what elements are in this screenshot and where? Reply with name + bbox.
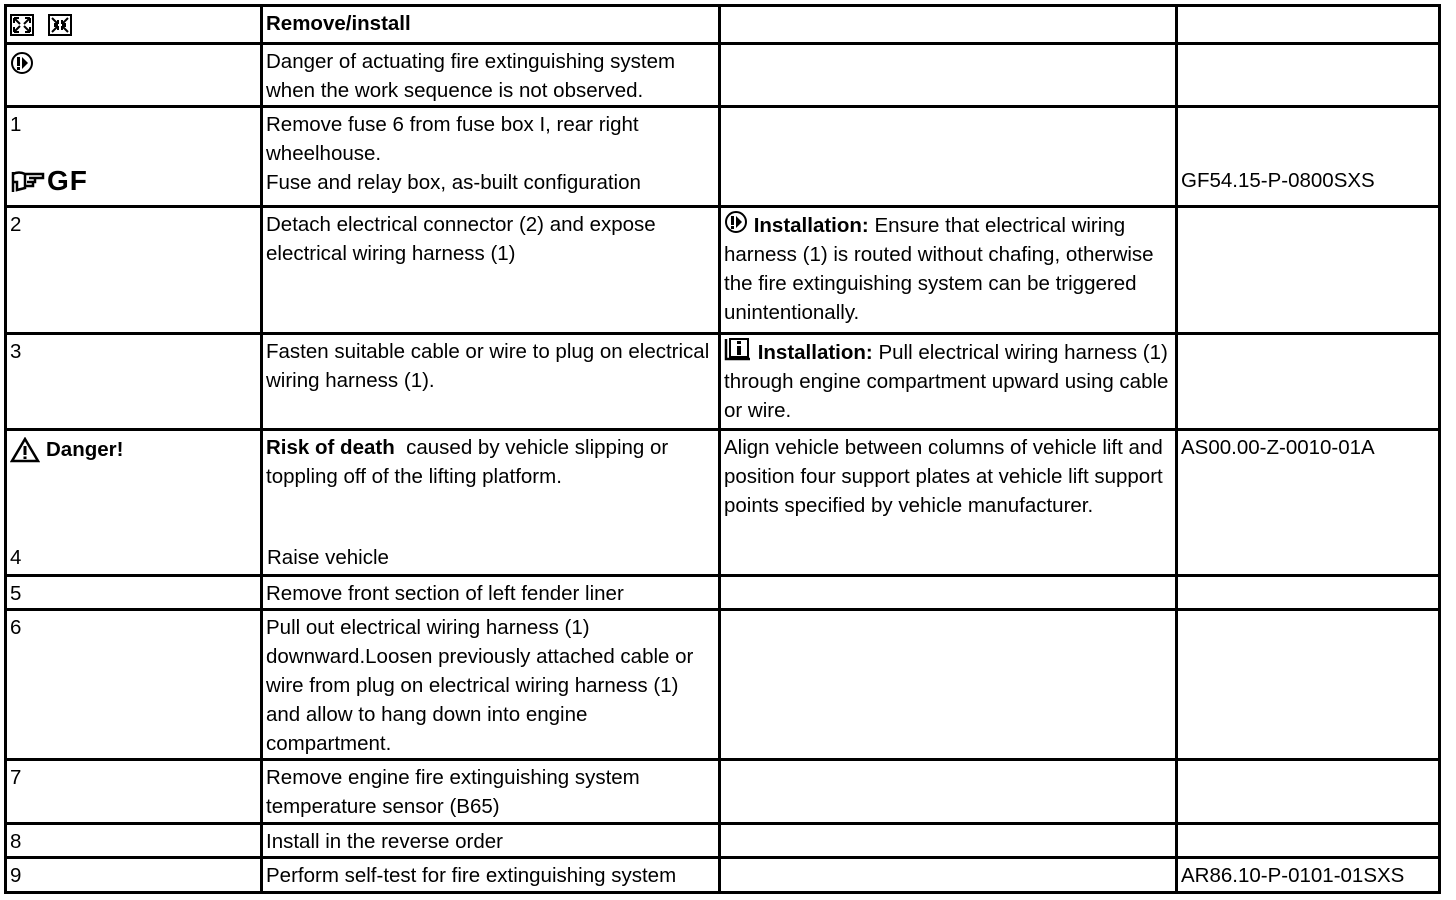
table-row [6,760,1440,824]
step-ref-cell [1177,430,1440,576]
table-row [6,610,1440,760]
caution-text: Danger of actuating fire extinguishing system when the work sequence is not observed. [262,44,720,107]
table-row [6,107,1440,207]
expand-icon[interactable] [10,14,34,36]
step-text: Remove front section of left fender liner [262,576,720,610]
step-number: 2 [6,207,262,334]
step-text: Remove engine fire extinguishing system temperature sensor (B65) [262,760,720,824]
step-note-cell [720,858,1177,893]
danger-row [6,430,1440,576]
step-ref-cell [1177,760,1440,824]
reference-code[interactable]: AR86.10-P-0101-01SXS [1181,864,1405,887]
danger-cell [6,430,262,576]
step-number: 1 [10,113,22,136]
step-number-cell [6,107,262,207]
step-ref-cell [1177,576,1440,610]
header-row [6,6,1440,44]
reference-code[interactable]: GF54.15-P-0800SXS [1181,169,1375,192]
reference-code[interactable]: AS00.00-Z-0010-01A [1181,436,1375,459]
step-ref-cell [1177,610,1440,760]
note-text: Ensure that electrical wiring harness (1) is routed without chafing, otherwise the fire extinguishing system can be triggered unintentionally. [724,214,1154,324]
step-note-cell [720,824,1177,858]
step-note-cell [720,610,1177,760]
step-note-cell [720,576,1177,610]
step-number: 8 [6,824,262,858]
header-empty-3 [720,6,1177,44]
step-number: 7 [6,760,262,824]
step-ref-cell [1177,334,1440,430]
header-icons-cell [6,6,262,44]
step-text: Fasten suitable cable or wire to plug on electrical wiring harness (1). [262,334,720,430]
table-row [6,334,1440,430]
step-ref-cell [1177,824,1440,858]
step-ref-cell [1177,858,1440,893]
step-ref-cell [1177,207,1440,334]
table-row [6,858,1440,893]
table-row [6,824,1440,858]
step-number: 4 [10,546,22,569]
reference-marker[interactable] [11,166,88,195]
caution-icon [10,51,34,75]
danger-text-cell [262,430,720,576]
step-text: Remove fuse 6 from fuse box I, rear right wheelhouse. [266,113,639,165]
step-number: 5 [6,576,262,610]
reference-label: GF [47,165,88,196]
caution-icon-cell [6,44,262,107]
header-empty-4 [1177,6,1440,44]
step-note: Align vehicle between columns of vehicle lift and position four support plates at vehicle lift support points specified by vehicle manufacturer. [720,430,1177,576]
header-title: Remove/install [262,6,720,44]
warning-triangle-icon [10,437,40,463]
caution-icon [724,210,748,234]
step-note-cell [720,107,1177,207]
step-note-cell [720,207,1177,334]
caution-empty-4 [1177,44,1440,107]
step-note-cell [720,334,1177,430]
note-label: Installation: [757,341,873,364]
danger-text: caused by vehicle slipping or toppling off of the lifting platform. [266,436,669,488]
caution-empty-3 [720,44,1177,107]
step-text: Pull out electrical wiring harness (1) downward.Loosen previously attached cable or wire from plug on electrical wiring harness (1) and allow to hang down into engine compartment. [262,610,720,760]
info-icon [724,337,752,361]
step-text: Install in the reverse order [262,824,720,858]
step-text: Perform self-test for fire extinguishing system [262,858,720,893]
step-number: 6 [6,610,262,760]
reference-text[interactable]: Fuse and relay box, as-built configuration [266,171,641,194]
collapse-icon[interactable] [48,14,72,36]
note-text: Pull electrical wiring harness (1) through engine compartment upward using cable or wire. [724,341,1169,422]
procedure-table [4,4,1441,894]
step-text: Raise vehicle [267,546,389,569]
step-text: Detach electrical connector (2) and expose electrical wiring harness (1) [262,207,720,334]
danger-bold-text: Risk of death [266,436,395,459]
table-row [6,576,1440,610]
step-text-cell [262,107,720,207]
step-number: 3 [6,334,262,430]
step-ref-cell [1177,107,1440,207]
note-label: Installation: [753,214,869,237]
step-note-cell [720,760,1177,824]
table-row [6,207,1440,334]
pointing-hand-icon [11,168,47,194]
step-number: 9 [6,858,262,893]
caution-row [6,44,1440,107]
danger-label: Danger! [46,438,124,461]
